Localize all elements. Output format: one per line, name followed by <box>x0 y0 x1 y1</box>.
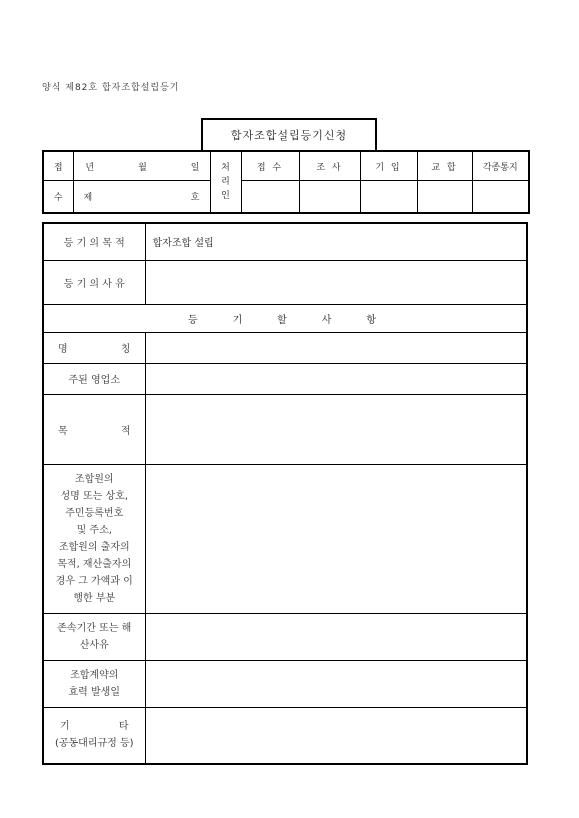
receipt-label-top: 접 <box>43 151 73 181</box>
entry-stamp-cell[interactable] <box>360 181 417 213</box>
name-label-char: 칭 <box>120 344 131 355</box>
receipt-label-bottom: 수 <box>43 181 73 213</box>
members-label-line: 주민등록번호 <box>65 507 124 519</box>
heading-char: 기 <box>232 314 243 326</box>
number-prefix: 제 <box>83 193 93 204</box>
col-header-entry: 기 입 <box>360 151 417 181</box>
office-label: 주된 영업소 <box>43 363 145 394</box>
receipt-table <box>42 150 530 214</box>
form-title: 합자조합설립등기신청 <box>201 118 377 150</box>
members-label-line: 목적, 재산출자의 <box>57 558 132 570</box>
duration-label-line: 산사유 <box>79 639 109 651</box>
number-suffix: 호 <box>190 193 200 204</box>
duration-label <box>43 613 145 660</box>
notifications-stamp-cell[interactable] <box>472 181 529 213</box>
processor-char: 리 <box>221 177 230 187</box>
members-label-line: 행한 부분 <box>73 592 116 604</box>
effective-date-label <box>43 660 145 707</box>
members-label-line: 조합원의 출자의 <box>58 541 130 553</box>
other-field[interactable] <box>145 707 527 764</box>
year-label: 년 <box>85 162 95 173</box>
name-label-char: 명 <box>58 344 68 355</box>
col-header-verification: 교 합 <box>417 151 472 181</box>
heading-char: 항 <box>366 314 376 326</box>
heading-char: 등 <box>188 314 198 326</box>
members-label-line: 경우 그 가액과 이 <box>55 575 133 587</box>
duration-field[interactable] <box>145 613 527 660</box>
other-label <box>43 707 145 764</box>
processor-label <box>210 151 241 213</box>
members-label-line: 성명 또는 상호, <box>60 490 128 502</box>
registration-items-table <box>42 222 528 765</box>
effective-label-line: 조합계약의 <box>70 669 119 681</box>
heading-char: 사 <box>321 314 332 326</box>
office-field[interactable] <box>145 363 527 394</box>
objective-field[interactable] <box>145 394 527 464</box>
purpose-label: 등 기 의 목 적 <box>43 223 145 260</box>
reason-field[interactable] <box>145 260 527 304</box>
members-label-line: 조합원의 <box>74 473 114 485</box>
effective-date-field[interactable] <box>145 660 527 707</box>
name-field[interactable] <box>145 332 527 363</box>
processor-char: 인 <box>221 191 230 201</box>
heading-char: 할 <box>277 314 287 326</box>
verification-stamp-cell[interactable] <box>417 181 472 213</box>
effective-label-line: 효력 발생일 <box>68 686 120 698</box>
receipt-stamp-cell[interactable] <box>241 181 299 213</box>
objective-label-char: 목 <box>58 425 68 437</box>
col-header-receipt: 접 수 <box>241 151 299 181</box>
month-label: 월 <box>138 162 147 173</box>
col-header-inspection: 조 사 <box>299 151 360 181</box>
receipt-date-cell[interactable] <box>73 151 210 181</box>
section-heading <box>43 304 527 332</box>
members-label <box>43 464 145 613</box>
objective-label <box>43 394 145 464</box>
other-label-sub: (공동대리규정 등) <box>54 738 134 750</box>
purpose-value[interactable]: 합자조합 설립 <box>145 223 527 260</box>
objective-label-char: 적 <box>120 425 131 437</box>
members-label-line: 및 주소, <box>76 524 112 536</box>
day-label: 일 <box>190 162 200 173</box>
duration-label-line: 존속기간 또는 해 <box>57 622 132 634</box>
receipt-number-cell[interactable] <box>73 181 210 213</box>
form-number-label: 양식 제82호 합자조합설립등기 <box>42 83 180 93</box>
members-field[interactable] <box>145 464 527 613</box>
inspection-stamp-cell[interactable] <box>299 181 360 213</box>
processor-char: 처 <box>221 163 230 173</box>
reason-label: 등 기 의 사 유 <box>43 260 145 304</box>
other-label-char: 타 <box>118 721 129 733</box>
col-header-notifications: 각종통지 <box>472 151 529 181</box>
name-label <box>43 332 145 363</box>
other-label-char: 기 <box>60 721 70 733</box>
